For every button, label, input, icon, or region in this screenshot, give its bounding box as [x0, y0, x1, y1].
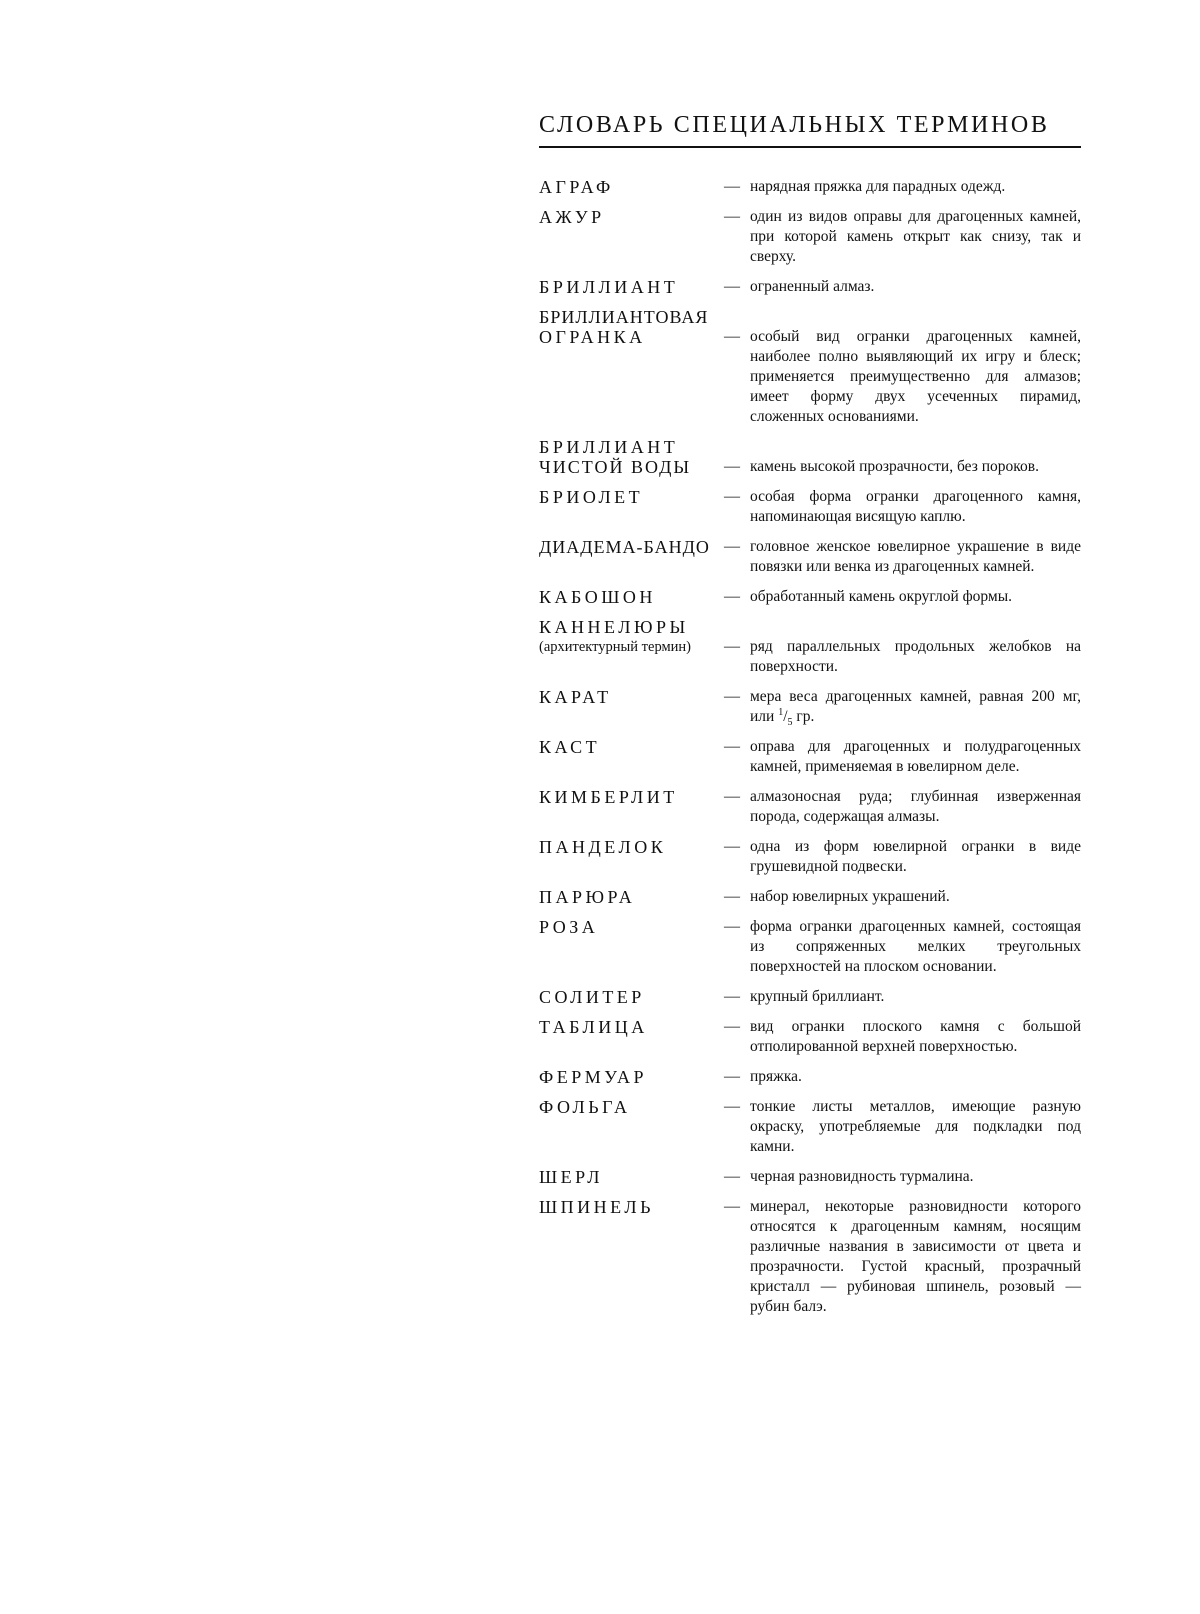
- glossary-entry: [539, 837, 1081, 877]
- glossary-definition: один из видов оправы для драгоценных камней, при которой камень открыт как снизу, так и сверху.: [750, 208, 1081, 265]
- glossary-definition: пряжка.: [750, 1068, 802, 1085]
- glossary-term: ШПИНЕЛЬ: [539, 1197, 654, 1217]
- definition-text: мера веса драгоценных камней, равная 200 мг, или: [750, 688, 1081, 725]
- title-rule: [539, 146, 1081, 148]
- glossary-definition: особая форма огранки драгоценного камня, напоминающая висящую каплю.: [750, 488, 1081, 525]
- glossary-definition: особый вид огранки драгоценных камней, наиболее полно выявляющий их игру и блеск; применяется преимущественно для алмазов; имеет форму двух усеченных пирамид, сложенных основаниями.: [750, 328, 1081, 425]
- glossary-definition: одна из форм ювелирной огранки в виде грушевидной подвески.: [750, 838, 1081, 875]
- entry-dash: —: [724, 788, 740, 805]
- glossary-entry: [539, 587, 1081, 607]
- entry-dash: —: [724, 1168, 740, 1185]
- entry-dash: —: [724, 1098, 740, 1115]
- glossary-entry: [539, 1167, 1081, 1187]
- entry-dash: —: [724, 458, 740, 475]
- glossary-definition: форма огранки драгоценных камней, состоящая из сопряженных мелких треугольных поверхностей на плоском основании.: [750, 918, 1081, 975]
- glossary-definition: камень высокой прозрачности, без пороков.: [750, 458, 1039, 475]
- glossary-term: КАСТ: [539, 737, 601, 757]
- glossary-entry: [539, 1097, 1081, 1157]
- entry-dash: —: [724, 988, 740, 1005]
- glossary-term: ЧИСТОЙ ВОДЫ: [539, 457, 692, 477]
- entry-dash: —: [724, 918, 740, 935]
- entry-dash: —: [724, 538, 740, 555]
- glossary-term: БРИЛЛИАНТ: [539, 277, 679, 297]
- glossary-definition: ряд параллельных продольных желобков на поверхности.: [750, 638, 1081, 675]
- glossary-term: АГРАФ: [539, 177, 614, 197]
- glossary-term: КАБОШОН: [539, 587, 656, 607]
- entry-dash: —: [724, 1068, 740, 1085]
- glossary-entry: [539, 917, 1081, 977]
- glossary-term: ОГРАНКА: [539, 327, 646, 347]
- glossary-entry: [539, 277, 1081, 297]
- entry-dash: —: [724, 278, 740, 295]
- glossary-term-line: КАННЕЛЮРЫ: [539, 617, 689, 637]
- glossary-list: [539, 177, 1081, 1327]
- glossary-definition: тонкие листы металлов, имеющие разную окраску, употребляемые для подкладки под камни.: [750, 1098, 1081, 1155]
- glossary-definition: ограненный алмаз.: [750, 278, 875, 295]
- entry-dash: —: [724, 328, 740, 345]
- entry-dash: —: [724, 738, 740, 755]
- entry-dash: —: [724, 588, 740, 605]
- glossary-definition: черная разновидность турмалина.: [750, 1168, 974, 1185]
- glossary-entry: [539, 887, 1081, 907]
- glossary-entry: [539, 437, 1081, 477]
- entry-dash: —: [724, 178, 740, 195]
- entry-dash: —: [724, 838, 740, 855]
- glossary-entry: [539, 987, 1081, 1007]
- glossary-definition: обработанный камень округлой формы.: [750, 588, 1013, 605]
- glossary-term: СОЛИТЕР: [539, 987, 645, 1007]
- glossary-entry: [539, 207, 1081, 267]
- glossary-term: АЖУР: [539, 207, 605, 227]
- glossary-term: РОЗА: [539, 917, 599, 937]
- glossary-term: ПАРЮРА: [539, 887, 636, 907]
- glossary-term: ФОЛЬГА: [539, 1097, 631, 1117]
- glossary-definition: мера веса драгоценных камней, равная 200 мг, или $^1/_5$ гр.: [750, 688, 1081, 729]
- glossary-definition: минерал, некоторые разновидности которого относятся к драгоценным камням, носящим различные названия в зависимости от цвета и прозрачности. Густой красный, прозрачный кристалл — рубиновая шпинель, розовый — рубин балэ.: [750, 1198, 1081, 1315]
- glossary-entry: [539, 1017, 1081, 1057]
- glossary-term: ТАБЛИЦА: [539, 1017, 648, 1037]
- glossary-entry: [539, 1067, 1081, 1087]
- glossary-term: КИМБЕРЛИТ: [539, 787, 678, 807]
- glossary-term-line: БРИЛЛИАНТ: [539, 437, 679, 457]
- glossary-term-line: БРИЛЛИАНТОВАЯ: [539, 307, 709, 327]
- glossary-definition: оправа для драгоценных и полудрагоценных камней, применяемая в ювелирном деле.: [750, 738, 1081, 775]
- glossary-term: КАРАТ: [539, 687, 612, 707]
- entry-dash: —: [724, 1198, 740, 1215]
- glossary-entry: [539, 177, 1081, 197]
- glossary-entry: [539, 307, 1081, 427]
- glossary-term-note: (архитектурный термин): [539, 639, 692, 655]
- page-title: СЛОВАРЬ СПЕЦИАЛЬНЫХ ТЕРМИНОВ: [539, 112, 1050, 138]
- glossary-entry: [539, 617, 1081, 677]
- glossary-definition: алмазоносная руда; глубинная изверженная порода, содержащая алмазы.: [750, 788, 1081, 825]
- glossary-entry: [539, 487, 1081, 527]
- entry-dash: —: [724, 208, 740, 225]
- glossary-term: ПАНДЕЛОК: [539, 837, 667, 857]
- glossary-entry: [539, 537, 1081, 577]
- entry-dash: —: [724, 1018, 740, 1035]
- glossary-definition: набор ювелирных украшений.: [750, 888, 950, 905]
- glossary-term: БРИОЛЕТ: [539, 487, 644, 507]
- glossary-entry: [539, 737, 1081, 777]
- glossary-term: ФЕРМУАР: [539, 1067, 648, 1087]
- entry-dash: —: [724, 638, 740, 655]
- glossary-term: ДИАДЕМА-БАНДО: [539, 537, 710, 557]
- glossary-definition: крупный бриллиант.: [750, 988, 885, 1005]
- entry-dash: —: [724, 488, 740, 505]
- glossary-entry: [539, 1197, 1081, 1317]
- glossary-term: ШЕРЛ: [539, 1167, 604, 1187]
- glossary-definition: головное женское ювелирное украшение в виде повязки или венка из драгоценных камней.: [750, 538, 1081, 575]
- fraction-denominator: 5: [787, 717, 793, 729]
- glossary-definition: вид огранки плоского камня с большой отполированной верхней поверхностью.: [750, 1018, 1081, 1055]
- glossary-entry: [539, 687, 1081, 727]
- entry-dash: —: [724, 888, 740, 905]
- fraction-numerator: 1: [778, 706, 784, 718]
- glossary-definition: нарядная пряжка для парадных одежд.: [750, 178, 1006, 195]
- entry-dash: —: [724, 688, 740, 705]
- glossary-entry: [539, 787, 1081, 827]
- definition-text: гр.: [792, 708, 815, 725]
